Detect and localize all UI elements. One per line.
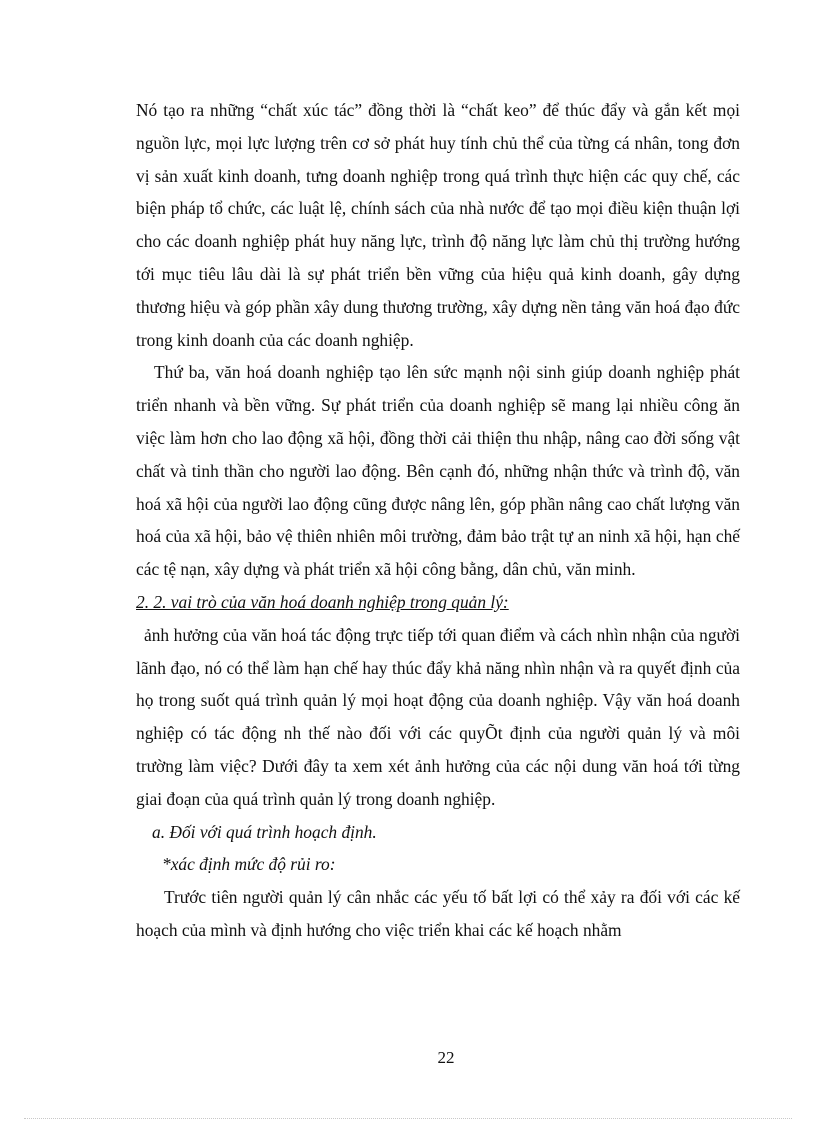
paragraph-truoc-tien: Trước tiên người quản lý cân nhắc các yếu tố bất lợi có thể xảy ra đối với các kế hoạch của mình và định hướng cho việc triển khai các kế hoạch nhằm: [136, 887, 740, 940]
subsection-subheading: *xác định mức độ rủi ro:: [162, 854, 336, 875]
subsection-heading: a. Đối với quá trình hoạch định.: [152, 821, 377, 842]
document-body: [136, 94, 740, 947]
paragraph-anh-huong: ảnh hưởng của văn hoá tác động trực tiếp tới quan điểm và cách nhìn nhận của người lãnh đạo, nó có thể làm hạn chế hay thúc đẩy khả năng nhìn nhận và ra quyết định của họ trong suốt quá trình quản lý mọi hoạt động của doanh nghiệp. Vậy văn hoá doanh nghiệp có tác động nh thế nào đối với các quyÕt định của người quản lý và môi trường làm việc? Dưới đây ta xem xét ảnh hưởng của các nội dung văn hoá tới từng giai đoạn của quá trình quản lý trong doanh nghiệp.: [136, 624, 740, 809]
paragraph-thu-ba: Thứ ba, văn hoá doanh nghiệp tạo lên sức mạnh nội sinh giúp doanh nghiệp phát triển nhanh và bền vững. Sự phát triển của doanh nghiệp sẽ mang lại nhiều công ăn việc làm hơn cho lao động xã hội, đồng thời cải thiện thu nhập, nâng cao đời sống vật chất và tinh thần cho người lao động. Bên cạnh đó, những nhận thức và trình độ, văn hoá xã hội của người lao động cũng được nâng lên, góp phần nâng cao chất lượng văn hoá của xã hội, bảo vệ thiên nhiên môi trường, đảm bảo trật tự an ninh xã hội, hạn chế các tệ nạn, xây dựng và phát triển xã hội công bằng, dân chủ, văn minh.: [136, 362, 740, 580]
page-number: 22: [437, 1048, 455, 1067]
page-boundary-line: [24, 1118, 792, 1119]
section-heading: 2. 2. vai trò của văn hoá doanh nghiệp trong quản lý:: [136, 591, 509, 612]
paragraph-continuation: Nó tạo ra những “chất xúc tác” đồng thời là “chất keo” để thúc đẩy và gắn kết mọi nguồn lực, mọi lực lượng trên cơ sở phát huy tính chủ thể của từng cá nhân, tong đơn vị sản xuất kinh doanh, tưng doanh nghiệp trong quá trình thực hiện các quy chế, các biện pháp tổ chức, các luật lệ, chính sách của nhà nước để tạo mọi điều kiện thuận lợi cho các doanh nghiệp phát huy năng lực, trình độ năng lực làm chủ thị trường hướng tới mục tiêu lâu dài là sự phát triển bền vững của hiệu quả kinh doanh, gây dựng thương hiệu và góp phần xây dung thương trường, xây dựng nền tảng văn hoá đạo đức trong kinh doanh của các doanh nghiệp.: [136, 100, 740, 350]
